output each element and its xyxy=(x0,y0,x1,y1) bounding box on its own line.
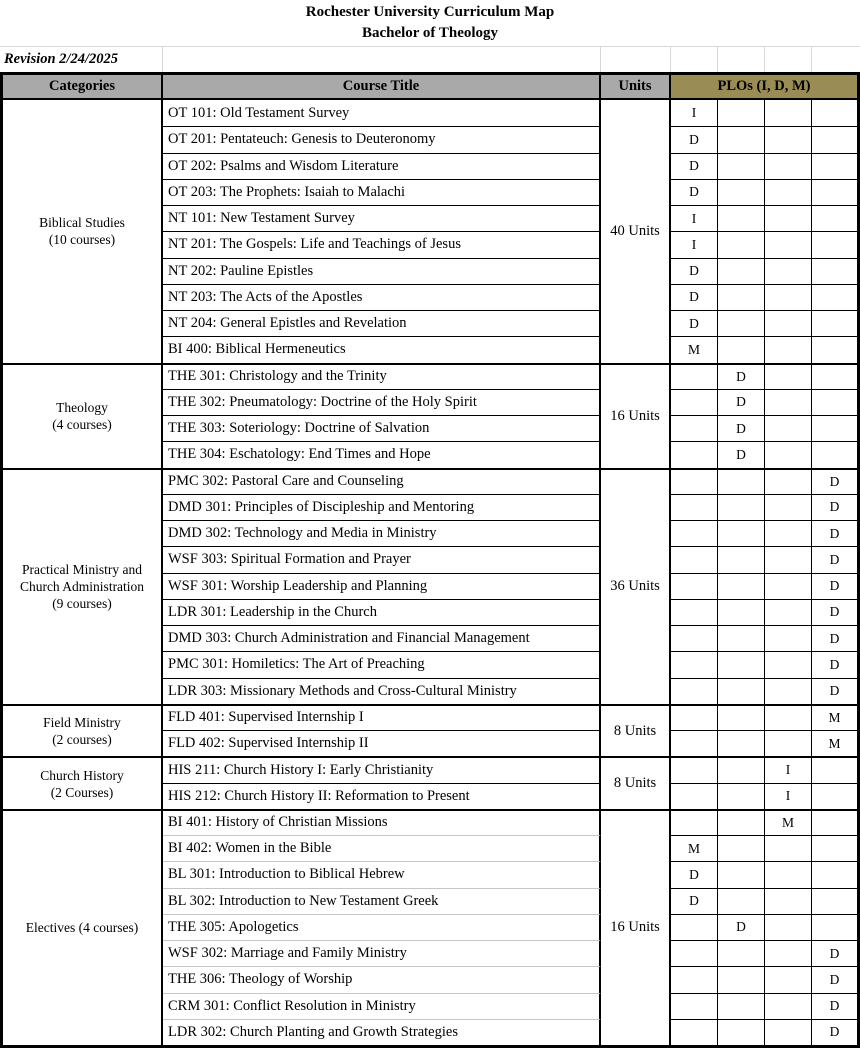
revision-note: Revision 2/24/2025 xyxy=(4,51,118,67)
plo-mark-cell: D xyxy=(718,415,765,441)
plo-mark-cell: D xyxy=(718,363,765,389)
plo-empty-cell xyxy=(812,809,857,835)
plo-mark-cell: D xyxy=(671,888,718,914)
course-cell: WSF 301: Worship Leadership and Planning xyxy=(163,573,601,599)
page-title xyxy=(0,0,860,46)
course-cell: BI 400: Biblical Hermeneutics xyxy=(163,336,601,362)
plo-empty-cell xyxy=(812,441,857,467)
plo-empty-cell xyxy=(765,861,812,887)
plo-empty-cell xyxy=(718,546,765,572)
plo-empty-cell xyxy=(812,284,857,310)
category-label: Biblical Studies xyxy=(39,215,125,231)
plo-empty-cell xyxy=(718,468,765,494)
plo-empty-cell xyxy=(765,573,812,599)
plo-empty-cell xyxy=(671,678,718,704)
course-cell: OT 203: The Prophets: Isaiah to Malachi xyxy=(163,179,601,205)
curriculum-table xyxy=(0,72,860,1048)
plo-empty-cell xyxy=(765,520,812,546)
revision-cell xyxy=(0,47,163,72)
plo-mark-cell: D xyxy=(812,1019,857,1045)
plo-empty-cell xyxy=(718,284,765,310)
category-cell xyxy=(3,363,163,468)
plo-empty-cell xyxy=(765,179,812,205)
course-cell: THE 302: Pneumatology: Doctrine of the Holy Spirit xyxy=(163,389,601,415)
empty-grid-cell xyxy=(163,47,601,72)
plo-empty-cell xyxy=(671,730,718,756)
plo-mark-cell: D xyxy=(671,258,718,284)
course-cell: HIS 212: Church History II: Reformation to Present xyxy=(163,783,601,809)
course-cell: THE 306: Theology of Worship xyxy=(163,966,601,992)
empty-grid-cell xyxy=(765,47,812,72)
plo-empty-cell xyxy=(671,415,718,441)
plo-empty-cell xyxy=(671,651,718,677)
plo-empty-cell xyxy=(812,783,857,809)
course-cell: FLD 402: Supervised Internship II xyxy=(163,730,601,756)
course-cell: DMD 303: Church Administration and Financial Management xyxy=(163,625,601,651)
plo-empty-cell xyxy=(671,940,718,966)
course-cell: NT 204: General Epistles and Revelation xyxy=(163,310,601,336)
plo-empty-cell xyxy=(671,494,718,520)
course-cell: NT 202: Pauline Epistles xyxy=(163,258,601,284)
plo-empty-cell xyxy=(718,520,765,546)
plo-mark-cell: D xyxy=(812,494,857,520)
plo-empty-cell xyxy=(718,809,765,835)
category-course-count: (9 courses) xyxy=(52,596,112,612)
plo-empty-cell xyxy=(718,756,765,782)
course-cell: WSF 303: Spiritual Formation and Prayer xyxy=(163,546,601,572)
page-title-line1: Rochester University Curriculum Map xyxy=(305,4,555,20)
plo-mark-cell: D xyxy=(812,993,857,1019)
category-label: Electives (4 courses) xyxy=(25,920,139,936)
plo-empty-cell xyxy=(718,599,765,625)
category-cell xyxy=(3,809,163,1045)
category-course-count: (10 courses) xyxy=(48,232,116,248)
plo-mark-cell: M xyxy=(765,809,812,835)
plo-empty-cell xyxy=(718,940,765,966)
plo-mark-cell: D xyxy=(812,599,857,625)
plo-empty-cell xyxy=(765,651,812,677)
plo-mark-cell: D xyxy=(812,468,857,494)
plo-mark-cell: I xyxy=(671,205,718,231)
plo-empty-cell xyxy=(765,678,812,704)
plo-empty-cell xyxy=(718,835,765,861)
course-cell: HIS 211: Church History I: Early Christianity xyxy=(163,756,601,782)
course-cell: DMD 301: Principles of Discipleship and Mentoring xyxy=(163,494,601,520)
page-title-line2: Bachelor of Theology xyxy=(361,25,499,41)
course-cell: NT 201: The Gospels: Life and Teachings of Jesus xyxy=(163,231,601,257)
plo-empty-cell xyxy=(671,389,718,415)
plo-empty-cell xyxy=(812,126,857,152)
plo-empty-cell xyxy=(812,756,857,782)
plo-empty-cell xyxy=(812,310,857,336)
course-cell: BI 402: Women in the Bible xyxy=(163,835,601,861)
plo-empty-cell xyxy=(718,861,765,887)
plo-empty-cell xyxy=(812,415,857,441)
plo-empty-cell xyxy=(765,494,812,520)
plo-empty-cell xyxy=(765,835,812,861)
plo-empty-cell xyxy=(671,809,718,835)
plo-empty-cell xyxy=(718,126,765,152)
category-label: Field Ministry xyxy=(43,715,121,730)
plo-empty-cell xyxy=(718,179,765,205)
plo-mark-cell: M xyxy=(671,336,718,362)
plo-empty-cell xyxy=(718,730,765,756)
empty-grid-cell xyxy=(601,47,671,72)
plo-mark-cell: D xyxy=(812,573,857,599)
plo-empty-cell xyxy=(812,389,857,415)
plo-empty-cell xyxy=(812,100,857,126)
units-cell: 16 Units xyxy=(601,809,671,1045)
plo-empty-cell xyxy=(718,310,765,336)
plo-empty-cell xyxy=(812,231,857,257)
plo-mark-cell: D xyxy=(812,940,857,966)
plo-mark-cell: I xyxy=(671,231,718,257)
plo-mark-cell: D xyxy=(812,520,857,546)
course-cell: DMD 302: Technology and Media in Ministry xyxy=(163,520,601,546)
plo-empty-cell xyxy=(812,258,857,284)
plo-empty-cell xyxy=(718,678,765,704)
plo-mark-cell: M xyxy=(671,835,718,861)
course-cell: OT 202: Psalms and Wisdom Literature xyxy=(163,153,601,179)
course-cell: NT 203: The Acts of the Apostles xyxy=(163,284,601,310)
course-cell: CRM 301: Conflict Resolution in Ministry xyxy=(163,993,601,1019)
course-cell: THE 305: Apologetics xyxy=(163,914,601,940)
plo-empty-cell xyxy=(765,415,812,441)
plo-mark-cell: D xyxy=(671,153,718,179)
plo-empty-cell xyxy=(671,573,718,599)
plo-empty-cell xyxy=(765,126,812,152)
plo-empty-cell xyxy=(765,1019,812,1045)
course-cell: PMC 302: Pastoral Care and Counseling xyxy=(163,468,601,494)
category-label: Church History xyxy=(40,767,124,783)
plo-empty-cell xyxy=(812,205,857,231)
plo-mark-cell: I xyxy=(765,756,812,782)
plo-empty-cell xyxy=(718,573,765,599)
course-cell: THE 301: Christology and the Trinity xyxy=(163,363,601,389)
plo-mark-cell: D xyxy=(812,625,857,651)
course-cell: LDR 302: Church Planting and Growth Strategies xyxy=(163,1019,601,1045)
course-cell: THE 304: Eschatology: End Times and Hope xyxy=(163,441,601,467)
plo-empty-cell xyxy=(765,704,812,730)
plo-empty-cell xyxy=(765,468,812,494)
course-cell: BL 301: Introduction to Biblical Hebrew xyxy=(163,861,601,887)
plo-empty-cell xyxy=(765,231,812,257)
plo-empty-cell xyxy=(812,363,857,389)
course-cell: NT 101: New Testament Survey xyxy=(163,205,601,231)
plo-empty-cell xyxy=(671,783,718,809)
plo-mark-cell: D xyxy=(812,678,857,704)
plo-empty-cell xyxy=(765,363,812,389)
plo-empty-cell xyxy=(765,546,812,572)
plo-mark-cell: D xyxy=(671,284,718,310)
empty-grid-cell xyxy=(671,47,718,72)
course-cell: OT 101: Old Testament Survey xyxy=(163,100,601,126)
plo-empty-cell xyxy=(765,599,812,625)
header-units: Units xyxy=(601,75,671,100)
plo-empty-cell xyxy=(765,625,812,651)
category-cell xyxy=(3,468,163,704)
category-label: Theology xyxy=(56,400,108,415)
units-cell: 36 Units xyxy=(601,468,671,704)
plo-empty-cell xyxy=(718,336,765,362)
plo-empty-cell xyxy=(765,389,812,415)
plo-mark-cell: D xyxy=(718,441,765,467)
plo-empty-cell xyxy=(671,599,718,625)
empty-grid-cell xyxy=(718,47,765,72)
plo-empty-cell xyxy=(765,940,812,966)
category-course-count: (2 Courses) xyxy=(50,784,114,800)
plo-empty-cell xyxy=(718,205,765,231)
plo-empty-cell xyxy=(765,966,812,992)
course-cell: THE 303: Soteriology: Doctrine of Salvation xyxy=(163,415,601,441)
plo-empty-cell xyxy=(765,153,812,179)
plo-empty-cell xyxy=(718,153,765,179)
plo-empty-cell xyxy=(812,861,857,887)
plo-empty-cell xyxy=(671,756,718,782)
plo-empty-cell xyxy=(671,363,718,389)
plo-empty-cell xyxy=(812,914,857,940)
units-cell: 40 Units xyxy=(601,100,671,363)
plo-empty-cell xyxy=(718,888,765,914)
plo-mark-cell: D xyxy=(812,966,857,992)
plo-empty-cell xyxy=(765,284,812,310)
category-label: Practical Ministry and Church Administration xyxy=(19,562,145,595)
plo-empty-cell xyxy=(765,914,812,940)
plo-empty-cell xyxy=(718,966,765,992)
plo-empty-cell xyxy=(671,468,718,494)
units-cell: 8 Units xyxy=(601,756,671,809)
units-cell: 8 Units xyxy=(601,704,671,757)
category-cell xyxy=(3,704,163,757)
plo-empty-cell xyxy=(671,520,718,546)
plo-empty-cell xyxy=(765,100,812,126)
plo-empty-cell xyxy=(765,888,812,914)
category-course-count: (2 courses) xyxy=(52,732,112,747)
plo-empty-cell xyxy=(671,966,718,992)
plo-empty-cell xyxy=(671,1019,718,1045)
plo-empty-cell xyxy=(718,993,765,1019)
plo-mark-cell: M xyxy=(812,704,857,730)
header-plos: PLOs (I, D, M) xyxy=(671,75,857,100)
plo-empty-cell xyxy=(718,704,765,730)
plo-mark-cell: D xyxy=(718,389,765,415)
revision-row xyxy=(0,46,860,72)
course-cell: LDR 303: Missionary Methods and Cross-Cultural Ministry xyxy=(163,678,601,704)
category-course-count: (4 courses) xyxy=(52,417,112,432)
course-cell: BI 401: History of Christian Missions xyxy=(163,809,601,835)
plo-empty-cell xyxy=(718,231,765,257)
plo-empty-cell xyxy=(718,625,765,651)
course-cell: PMC 301: Homiletics: The Art of Preaching xyxy=(163,651,601,677)
plo-empty-cell xyxy=(671,441,718,467)
plo-mark-cell: D xyxy=(671,126,718,152)
category-cell xyxy=(3,756,163,809)
plo-empty-cell xyxy=(812,153,857,179)
header-course-title: Course Title xyxy=(163,75,601,100)
plo-empty-cell xyxy=(671,914,718,940)
course-cell: FLD 401: Supervised Internship I xyxy=(163,704,601,730)
plo-empty-cell xyxy=(718,100,765,126)
plo-empty-cell xyxy=(718,258,765,284)
plo-empty-cell xyxy=(765,441,812,467)
category-cell xyxy=(3,100,163,363)
plo-mark-cell: M xyxy=(812,730,857,756)
plo-empty-cell xyxy=(718,783,765,809)
course-cell: LDR 301: Leadership in the Church xyxy=(163,599,601,625)
plo-empty-cell xyxy=(765,730,812,756)
plo-empty-cell xyxy=(812,179,857,205)
plo-empty-cell xyxy=(671,625,718,651)
course-cell: OT 201: Pentateuch: Genesis to Deuteronomy xyxy=(163,126,601,152)
course-cell: BL 302: Introduction to New Testament Greek xyxy=(163,888,601,914)
plo-empty-cell xyxy=(671,993,718,1019)
plo-mark-cell: D xyxy=(671,861,718,887)
plo-mark-cell: D xyxy=(718,914,765,940)
plo-empty-cell xyxy=(765,310,812,336)
plo-empty-cell xyxy=(765,205,812,231)
plo-empty-cell xyxy=(718,1019,765,1045)
plo-empty-cell xyxy=(718,651,765,677)
empty-grid-cell xyxy=(812,47,860,72)
plo-empty-cell xyxy=(671,704,718,730)
plo-empty-cell xyxy=(765,993,812,1019)
plo-empty-cell xyxy=(765,258,812,284)
course-cell: WSF 302: Marriage and Family Ministry xyxy=(163,940,601,966)
header-categories: Categories xyxy=(3,75,163,100)
plo-empty-cell xyxy=(718,494,765,520)
units-cell: 16 Units xyxy=(601,363,671,468)
plo-empty-cell xyxy=(812,835,857,861)
plo-empty-cell xyxy=(812,336,857,362)
plo-mark-cell: D xyxy=(812,651,857,677)
plo-empty-cell xyxy=(671,546,718,572)
plo-mark-cell: D xyxy=(671,310,718,336)
plo-mark-cell: D xyxy=(812,546,857,572)
plo-empty-cell xyxy=(812,888,857,914)
plo-mark-cell: I xyxy=(765,783,812,809)
plo-empty-cell xyxy=(765,336,812,362)
plo-mark-cell: I xyxy=(671,100,718,126)
plo-mark-cell: D xyxy=(671,179,718,205)
